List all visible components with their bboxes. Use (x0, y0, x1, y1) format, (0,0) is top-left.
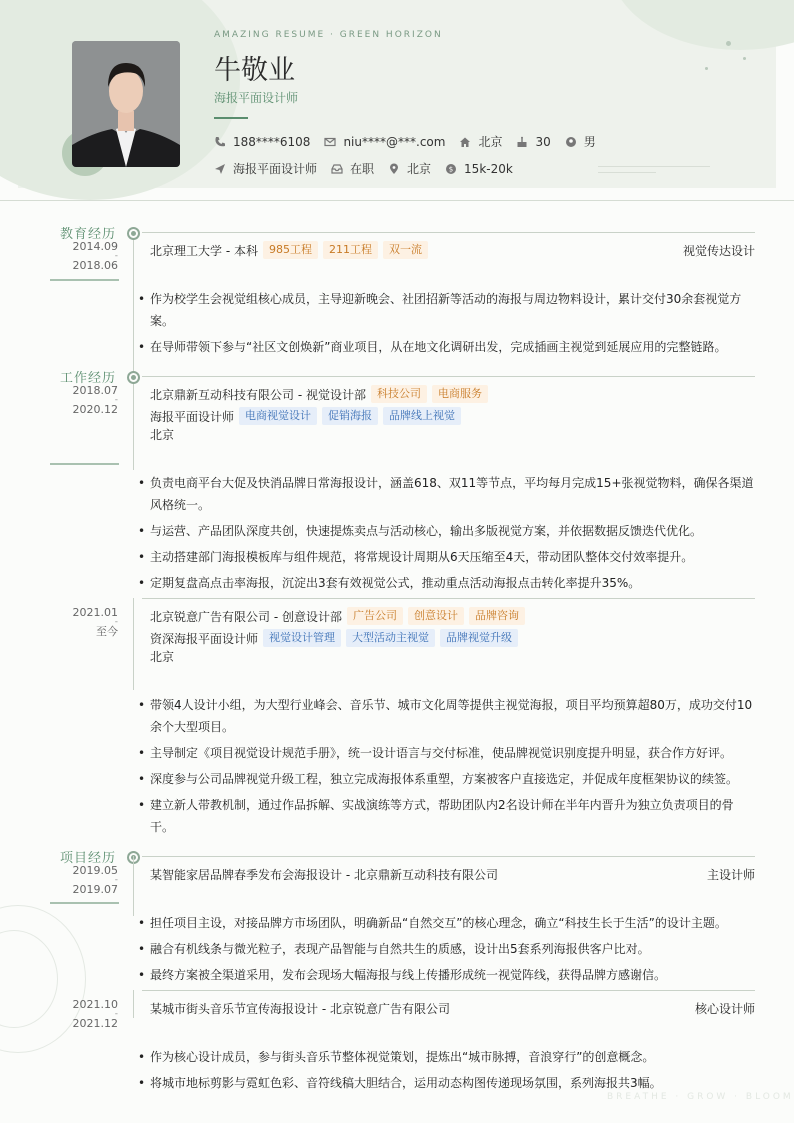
decoration-dot (726, 41, 731, 46)
section-underline (50, 463, 119, 465)
resume-tagline: AMAZING RESUME · GREEN HORIZON (214, 30, 443, 40)
list-item: • 担任项目主设，对接品牌方市场团队，明确新品“自然交互”的核心理念，确立“科技生长于生活”的设计主题。 (138, 912, 754, 934)
company-tag: 品牌咨询 (469, 607, 525, 625)
cake-icon (516, 136, 528, 148)
role-tag: 电商视觉设计 (239, 407, 317, 425)
list-item: • 主导制定《项目视觉设计规范手册》，统一设计语言与交付标准，使品牌视觉识别度提升明显，获合作方好评。 (138, 742, 754, 764)
info-salary (445, 162, 513, 176)
project-role: 核心设计师 (694, 1002, 755, 1016)
list-item: • 将城市地标剪影与霓虹色彩、音符线稿大胆结合，运用动态构图传递现场氛围，系列海报共3幅。 (138, 1072, 754, 1094)
bullet-text: 定期复盘高点击率海报，沉淀出3套有效视觉公式，推动重点活动海报点击转化率提升35%。 (150, 576, 641, 590)
bullet-text: 深度参与公司品牌视觉升级工程，独立完成海报体系重塑，方案被客户直接选定，并促成年度框架协议的续签。 (150, 772, 739, 786)
date-end: 2018.06 (72, 259, 118, 272)
list-item: • 深度参与公司品牌视觉升级工程，独立完成海报体系重塑，方案被客户直接选定，并促成年度框架协议的续签。 (138, 768, 754, 790)
info-intent-city (388, 160, 431, 177)
school-tag: 双一流 (383, 241, 428, 259)
candidate-name: 牛敬业 (214, 55, 295, 86)
project-date (50, 999, 118, 1029)
bullet-text: 主动搭建部门海报模板库与组件规范，将常规设计周期从6天压缩至4天，带动团队整体交付效率提升。 (150, 550, 694, 564)
list-item: • 作为核心设计成员，参与街头音乐节整体视觉策划，提炼出“城市脉搏，音浪穿行”的创意概念。 (138, 1046, 754, 1068)
role-tag: 品牌线上视觉 (383, 407, 461, 425)
date-start: 2019.05 (72, 864, 118, 877)
entry-divider (142, 990, 755, 991)
education-date (50, 241, 118, 271)
role-name: 资深海报平面设计师 (150, 631, 259, 646)
date-start: 2014.09 (72, 240, 118, 253)
section-underline (50, 279, 119, 281)
section-underline (50, 902, 119, 904)
gender-text: 男 (583, 135, 596, 149)
list-item: • 在导师带领下参与“社区文创焕新”商业项目，从在地文化调研出发，完成插画主视觉到延展应用的完整链路。 (138, 336, 754, 358)
company-tag: 科技公司 (371, 385, 427, 403)
education-major: 视觉传达设计 (682, 244, 755, 258)
footer-watermark: BREATHE · GROW · BLOOM (607, 1092, 794, 1102)
home-icon (459, 136, 471, 148)
info-age (516, 135, 550, 149)
list-item: • 作为校学生会视觉组核心成员，主导迎新晚会、社团招新等活动的海报与周边物料设计，累计交付30余套视觉方案。 (138, 288, 754, 332)
bullet-text: 融合有机线条与微光粒子，表现产品智能与自然共生的质感，设计出5套系列海报供客户比对。 (150, 942, 650, 956)
bullet-text: 作为校学生会视觉组核心成员，主导迎新晚会、社团招新等活动的海报与周边物料设计，累计交付30余套视觉方案。 (150, 292, 742, 328)
gender-icon (565, 136, 577, 148)
project-bullets (138, 1046, 754, 1098)
project-role: 主设计师 (706, 868, 755, 882)
work-date (50, 607, 118, 637)
profile-photo (72, 41, 180, 167)
work-bullets (138, 694, 754, 842)
list-item: • 负责电商平台大促及快消品牌日常海报设计，涵盖618、双11等节点，平均每月完成15+张视觉物料，确保各渠道风格统一。 (138, 472, 754, 516)
info-intent-position (214, 160, 317, 177)
school-tag: 211工程 (323, 241, 378, 259)
role-tag: 大型活动主视觉 (346, 629, 435, 647)
role-tag: 品牌视觉升级 (440, 629, 518, 647)
bullet-text: 负责电商平台大促及快消品牌日常海报设计，涵盖618、双11等节点，平均每月完成15+张视觉物料，确保各渠道风格统一。 (150, 476, 754, 512)
entry-divider (142, 376, 755, 377)
decoration-line (598, 166, 710, 167)
work-entry-city: 北京 (150, 428, 175, 442)
section-title-projects: 项目经历 (60, 851, 117, 866)
bullet-text: 担任项目主设，对接品牌方市场团队，明确新品“自然交互”的核心理念，确立“科技生长于生活”的设计主题。 (150, 916, 727, 930)
company-tag: 广告公司 (347, 607, 403, 625)
decoration-dot (743, 57, 746, 60)
title-underline (214, 117, 248, 119)
project-bullets (138, 912, 754, 990)
entry-divider (142, 856, 755, 857)
intent-position-text: 海报平面设计师 (233, 162, 318, 176)
decoration-line (598, 172, 656, 173)
date-separator: - (114, 617, 118, 627)
timeline-line (133, 990, 134, 1018)
project-date (50, 865, 118, 895)
section-title-work: 工作经历 (60, 371, 117, 386)
company-tag: 电商服务 (432, 385, 488, 403)
timeline-line (133, 598, 134, 690)
list-item: • 带领4人设计小组，为大型行业峰会、音乐节、城市文化周等提供主视觉海报，项目平均预算超80万，成功交付10余个大型项目。 (138, 694, 754, 738)
bullet-text: 建立新人带教机制，通过作品拆解、实战演练等方式，帮助团队内2名设计师在半年内晋升为独立负责项目的骨干。 (150, 798, 734, 834)
inbox-icon (331, 163, 343, 175)
date-end: 2021.12 (72, 1017, 118, 1030)
date-end: 2019.07 (72, 883, 118, 896)
entry-divider (142, 598, 755, 599)
header-divider (0, 200, 794, 201)
contact-info-row (214, 133, 610, 150)
status-text: 在职 (350, 162, 375, 176)
role-name: 海报平面设计师 (150, 409, 235, 424)
age-text: 30 (535, 134, 551, 149)
mail-icon (324, 136, 336, 148)
info-email (324, 135, 445, 149)
role-tag: 促销海报 (322, 407, 378, 425)
date-separator: - (114, 1009, 118, 1019)
send-icon (214, 163, 226, 175)
info-phone (214, 135, 310, 149)
info-home (459, 133, 502, 150)
bullet-text: 与运营、产品团队深度共创，快速提炼卖点与活动核心，输出多版视觉方案，并依据数据反馈迭代优化。 (150, 524, 703, 538)
intent-city-text: 北京 (407, 162, 432, 176)
date-separator: - (114, 395, 118, 405)
project-entry-header: 某城市街头音乐节宣传海报设计 - 北京锐意广告有限公司 (150, 1002, 450, 1016)
project-entry-header: 某智能家居品牌春季发布会海报设计 - 北京鼎新互动科技有限公司 (150, 868, 498, 882)
section-title-education: 教育经历 (60, 227, 117, 242)
info-gender (565, 133, 596, 150)
bullet-text: 最终方案被全渠道采用，发布会现场大幅海报与线上传播形成统一视觉阵线，获得品牌方感谢信。 (150, 968, 667, 982)
date-start: 2018.07 (72, 384, 118, 397)
company-name: 北京锐意广告有限公司 - 创意设计部 (150, 609, 342, 624)
phone-icon (214, 136, 226, 148)
bullet-text: 带领4人设计小组，为大型行业峰会、音乐节、城市文化周等提供主视觉海报，项目平均预算超80万，成功交付10余个大型项目。 (150, 698, 753, 734)
job-intent-row (214, 160, 527, 177)
list-item: • 最终方案被全渠道采用，发布会现场大幅海报与线上传播形成统一视觉阵线，获得品牌方感谢信。 (138, 964, 754, 986)
work-bullets (138, 472, 754, 598)
work-entry-city: 北京 (150, 650, 175, 664)
phone-text: 188****6108 (233, 134, 311, 149)
role-tag: 视觉设计管理 (263, 629, 341, 647)
info-status (331, 160, 374, 177)
date-separator: - (114, 875, 118, 885)
bullet-text: 作为核心设计成员，参与街头音乐节整体视觉策划，提炼出“城市脉搏，音浪穿行”的创意概念。 (150, 1050, 655, 1064)
list-item: • 融合有机线条与微光粒子，表现产品智能与自然共生的质感，设计出5套系列海报供客户比对。 (138, 938, 754, 960)
company-name: 北京鼎新互动科技有限公司 - 视觉设计部 (150, 387, 366, 402)
date-end: 2020.12 (72, 403, 118, 416)
date-separator: - (114, 251, 118, 261)
list-item: • 与运营、产品团队深度共创，快速提炼卖点与活动核心，输出多版视觉方案，并依据数据反馈迭代优化。 (138, 520, 754, 542)
list-item: • 建立新人带教机制，通过作品拆解、实战演练等方式，帮助团队内2名设计师在半年内晋升为独立负责项目的骨干。 (138, 794, 754, 838)
email-text: niu****@***.com (343, 134, 446, 149)
location-pin-icon (388, 163, 400, 175)
school-tag: 985工程 (263, 241, 318, 259)
date-start: 2021.10 (72, 998, 118, 1011)
date-start: 2021.01 (72, 606, 118, 619)
work-entry-header (150, 385, 488, 403)
bullet-text: 将城市地标剪影与霓虹色彩、音符线稿大胆结合，运用动态构图传递现场氛围，系列海报共3幅。 (150, 1076, 662, 1090)
list-item: • 定期复盘高点击率海报，沉淀出3套有效视觉公式，推动重点活动海报点击转化率提升35%。 (138, 572, 754, 594)
education-bullets (138, 288, 754, 362)
work-entry-role (150, 629, 518, 647)
timeline-line (133, 856, 134, 916)
candidate-job-title: 海报平面设计师 (214, 91, 299, 105)
list-item: • 主动搭建部门海报模板库与组件规范，将常规设计周期从6天压缩至4天，带动团队整体交付效率提升。 (138, 546, 754, 568)
timeline-line (133, 232, 134, 470)
date-end: 至今 (96, 625, 118, 638)
company-tag: 创意设计 (408, 607, 464, 625)
decoration-dot (705, 67, 708, 70)
work-date (50, 385, 118, 415)
work-entry-header (150, 607, 525, 625)
salary-icon (445, 163, 457, 175)
school-name: 北京理工大学 - 本科 (150, 243, 258, 258)
entry-divider (142, 232, 755, 233)
svg-text:$: $ (448, 165, 454, 173)
home-city-text: 北京 (478, 135, 503, 149)
education-entry-header (150, 241, 428, 259)
work-entry-role (150, 407, 461, 425)
timeline-node (127, 227, 140, 240)
portrait-illustration (72, 41, 180, 167)
timeline-node (127, 371, 140, 384)
salary-text: 15k-20k (464, 161, 513, 176)
bullet-text: 主导制定《项目视觉设计规范手册》，统一设计语言与交付标准，使品牌视觉识别度提升明显，获合作方好评。 (150, 746, 733, 760)
bullet-text: 在导师带领下参与“社区文创焕新”商业项目，从在地文化调研出发，完成插画主视觉到延展应用的完整链路。 (150, 340, 727, 354)
